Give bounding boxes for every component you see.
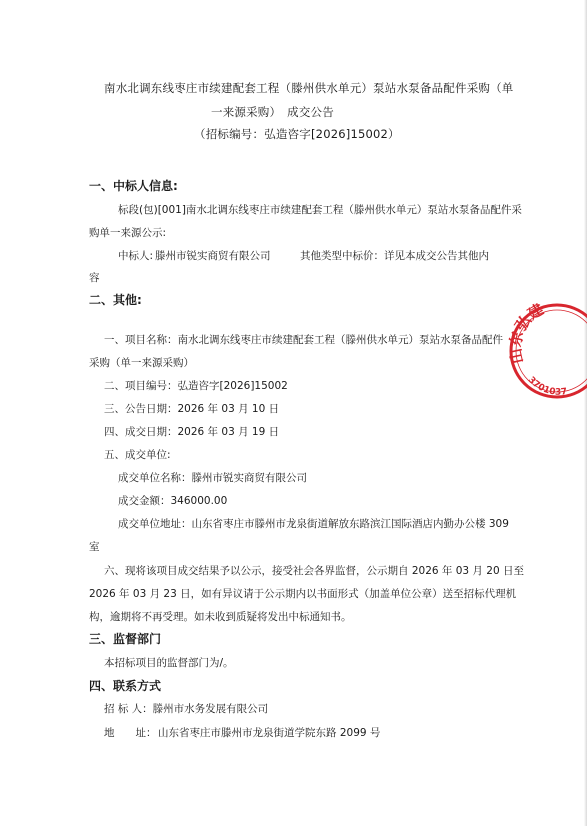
tender-number: （招标编号：弘造咨字[2026]15002） <box>194 127 400 141</box>
title-line-1: 南水北调东线枣庄市续建配套工程（滕州供水单元）泵站水泵备品配件采购（单 <box>104 81 514 95</box>
section-heading-contact: 四、联系方式 <box>89 679 162 693</box>
deal-date: 四、成交日期：2026 年 03 月 19 日 <box>104 426 280 438</box>
winner-label: 中标人: <box>118 250 154 262</box>
tenderer: 招 标 人：滕州市水务发展有限公司 <box>104 703 269 715</box>
supervision-text: 本招标项目的监督部门为/。 <box>104 657 234 669</box>
contact-address-label: 地 址： <box>104 727 157 739</box>
deal-unit-address-line-1: 成交单位地址：山东省枣庄市滕州市龙泉街道解放东路滨江国际酒店内勤办公楼 309 <box>118 518 509 530</box>
deal-unit-address-line-2: 室 <box>89 541 100 553</box>
deal-unit-heading: 五、成交单位: <box>104 449 171 461</box>
other-price-line-1: 其他类型中标价：详见本成交公告其他内 <box>300 250 489 262</box>
section-heading-supervision: 三、监督部门 <box>89 632 162 646</box>
project-name-line-2: 采购（单一来源采购） <box>89 357 194 369</box>
project-name-line-1: 一、项目名称：南水北调东线枣庄市续建配套工程（滕州供水单元）泵站水泵备品配件 <box>104 334 503 346</box>
announcement-date: 三、公告日期：2026 年 03 月 10 日 <box>104 403 280 415</box>
section-heading-winner: 一、中标人信息: <box>89 179 178 193</box>
lot-line-2: 购单一来源公示: <box>89 227 167 239</box>
publicity-line-3: 构，逾期将不再受理。如未收到质疑将发出中标通知书。 <box>89 611 352 623</box>
publicity-line-1: 六、现将该项目成交结果予以公示，接受社会各界监督，公示期自 2026 年 03 月 20 日至 <box>104 565 524 577</box>
title-line-2: 一来源采购） 成交公告 <box>211 105 334 119</box>
seal-number: 3701037 <box>525 375 568 398</box>
contact-address-value: 山东省枣庄市滕州市龙泉街道学院东路 2099 号 <box>158 727 381 739</box>
publicity-line-2: 2026 年 03 月 23 日，如有异议请于公示期内以书面形式（加盖单位公章）送至招标代理机 <box>89 588 517 600</box>
lot-line-1: 标段(包)[001]南水北调东线枣庄市续建配套工程（滕州供水单元）泵站水泵备品配件采 <box>118 204 522 216</box>
deal-amount: 成交金额：346000.00 <box>118 495 228 507</box>
seal-text: 山东弘建 <box>506 300 547 366</box>
deal-unit-name: 成交单位名称：滕州市锐实商贸有限公司 <box>118 472 307 484</box>
section-heading-other: 二、其他: <box>89 293 142 307</box>
project-number: 二、项目编号：弘造咨字[2026]15002 <box>104 380 288 392</box>
winner-name: 滕州市锐实商贸有限公司 <box>155 250 271 262</box>
other-price-line-2: 容 <box>89 272 100 284</box>
